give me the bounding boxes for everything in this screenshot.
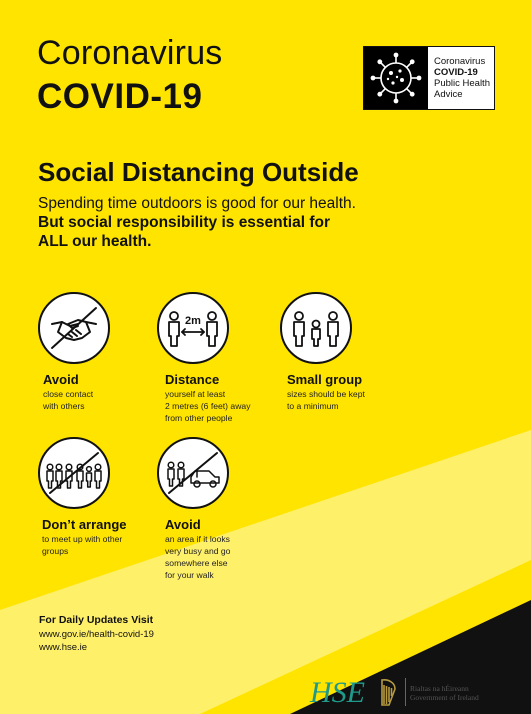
header-title-light: Coronavirus [37,34,223,72]
item-1-desc-line-1: close contact [43,389,94,399]
item-1-title: Avoid [43,372,79,387]
item-3-desc [287,388,397,412]
virus-icon [364,47,428,109]
footer-link-gov[interactable]: www.gov.ie/health-covid-19 [39,629,154,640]
item-5-desc-line-2: very busy and go [165,546,231,556]
item-4-desc [42,533,152,557]
item-4-desc-line-2: groups [42,546,69,556]
intro-line-1: Spending time outdoors is good for our health. [38,195,356,212]
small-group-icon [280,292,352,364]
footer-link-hse[interactable]: www.hse.ie [39,642,88,653]
gov-line-1: Rialtas na hÉireann [410,684,469,693]
item-2-desc-line-1: yourself at least [165,389,226,399]
handshake-crossed-icon [38,292,110,364]
item-3-title: Small group [287,372,363,387]
hse-logo-text: HSE [310,676,365,709]
public-health-badge [363,46,495,110]
intro-text [38,194,398,251]
item-5-desc-line-3: somewhere else [165,558,228,568]
badge-line-4: Advice [434,89,463,100]
two-metre-distance-icon [157,292,229,364]
badge-line-1: Coronavirus [434,56,486,67]
distance-label: 2m [185,315,201,327]
hse-logo [310,674,365,709]
gov-wordmark [410,684,479,702]
item-3-desc-line-2: to a minimum [287,401,339,411]
badge-text [434,56,490,100]
item-5-desc-line-1: an area if it looks [165,534,230,544]
item-4-desc-line-1: to meet up with other [42,534,123,544]
intro-line-3: ALL our health. [38,233,152,250]
item-1-desc [43,388,153,412]
item-2-desc [165,388,275,424]
badge-line-2: COVID-19 [434,67,478,78]
no-groups-icon [38,437,110,509]
header-title-bold: COVID-19 [37,77,203,116]
no-busy-area-icon [157,437,229,509]
intro-line-2: But social responsibility is essential for [38,214,331,231]
harp-icon [377,677,399,709]
item-5-desc-line-4: for your walk [165,570,214,580]
item-3-desc-line-1: sizes should be kept [287,389,365,399]
item-5-desc [165,533,275,581]
item-5-title: Avoid [165,517,201,532]
item-2-desc-line-3: from other people [165,413,233,423]
page-heading: Social Distancing Outside [38,157,359,187]
footer-title: For Daily Updates Visit [39,614,154,626]
item-1-desc-line-2: with others [43,401,85,411]
gov-line-2: Government of Ireland [410,693,479,702]
gov-divider [405,678,406,706]
item-2-desc-line-2: 2 metres (6 feet) away [165,401,251,411]
item-2-title: Distance [165,372,220,387]
badge-line-3: Public Health [434,78,490,89]
item-4-title: Don’t arrange [42,517,127,532]
